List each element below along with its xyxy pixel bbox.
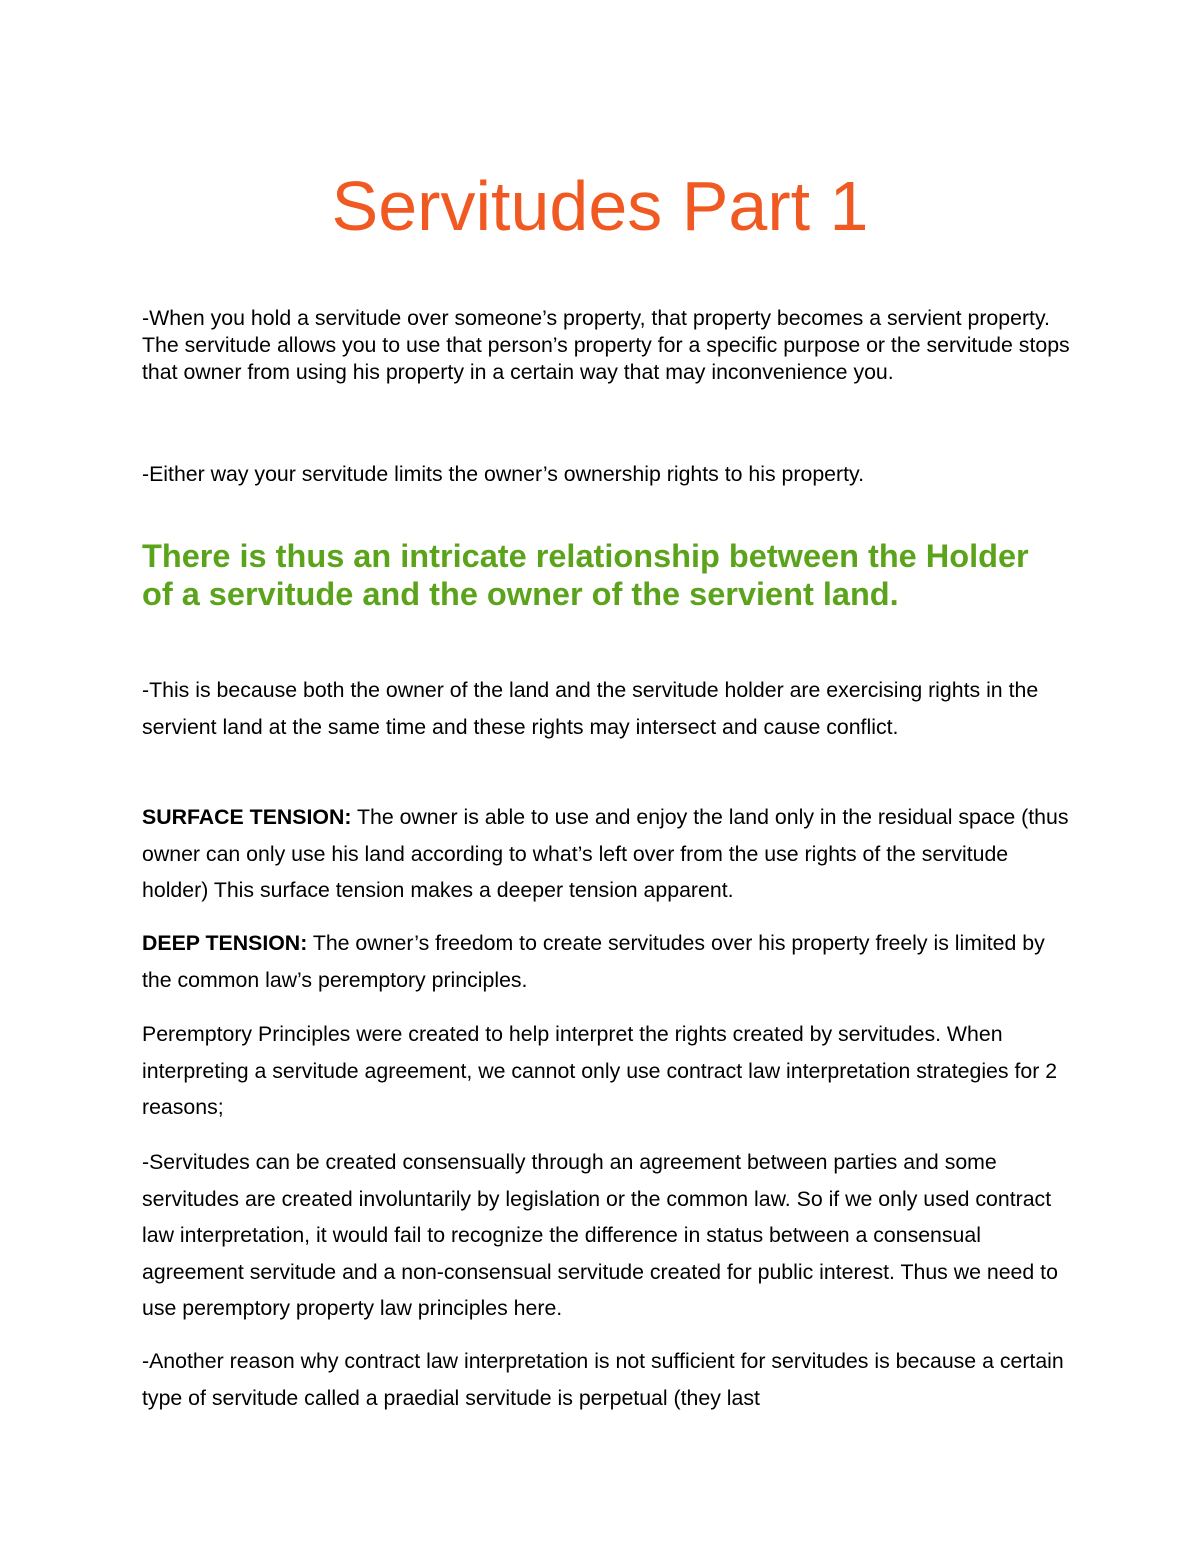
because-paragraph: -This is because both the owner of the land and the servitude holder are exercising rights in the servient land at the same time and these rights may intersect and cause conflict.	[142, 678, 1039, 739]
relationship-heading: There is thus an intricate relationship between the Holder of a servitude and the owner of the servient land.	[142, 538, 1029, 612]
deep-tension-paragraph	[142, 925, 1072, 998]
peremptory-paragraph: Peremptory Principles were created to help interpret the rights created by servitudes. When interpreting a servitude agreement, we cannot only use contract law interpretation strategies for 2 reasons;	[142, 1022, 1058, 1119]
reason-two-paragraph: -Another reason why contract law interpretation is not sufficient for servitudes is because a certain type of servitude called a praedial servitude is perpetual (they last	[142, 1349, 1064, 1410]
surface-tension-label: SURFACE TENSION:	[142, 805, 352, 829]
surface-tension-paragraph	[142, 799, 1072, 909]
limits-paragraph: -Either way your servitude limits the owner’s ownership rights to his property.	[142, 462, 865, 486]
deep-tension-label: DEEP TENSION:	[142, 931, 308, 955]
reason-one-paragraph: -Servitudes can be created consensually through an agreement between parties and some servitudes are created involuntarily by legislation or the common law. So if we only used contract law interpretation, it would fail to recognize the difference in status between a consensual agreement servitude and a non-consensual servitude created for public interest. Thus we need to use peremptory property law principles here.	[142, 1150, 1058, 1320]
deep-tension-text: The owner’s freedom to create servitudes over his property freely is limited by the common law’s peremptory principles.	[142, 931, 1045, 992]
intro-paragraph: -When you hold a servitude over someone’s property, that property becomes a servient property. The servitude allows you to use that person’s property for a specific purpose or the servitude stops that owner from using his property in a certain way that may inconvenience you.	[142, 306, 1070, 384]
surface-tension-text: The owner is able to use and enjoy the land only in the residual space (thus owner can only use his land according to what’s left over from the use rights of the servitude holder) This surface tension makes a deeper tension apparent.	[142, 805, 1069, 902]
page-title: Servitudes Part 1	[331, 167, 869, 245]
